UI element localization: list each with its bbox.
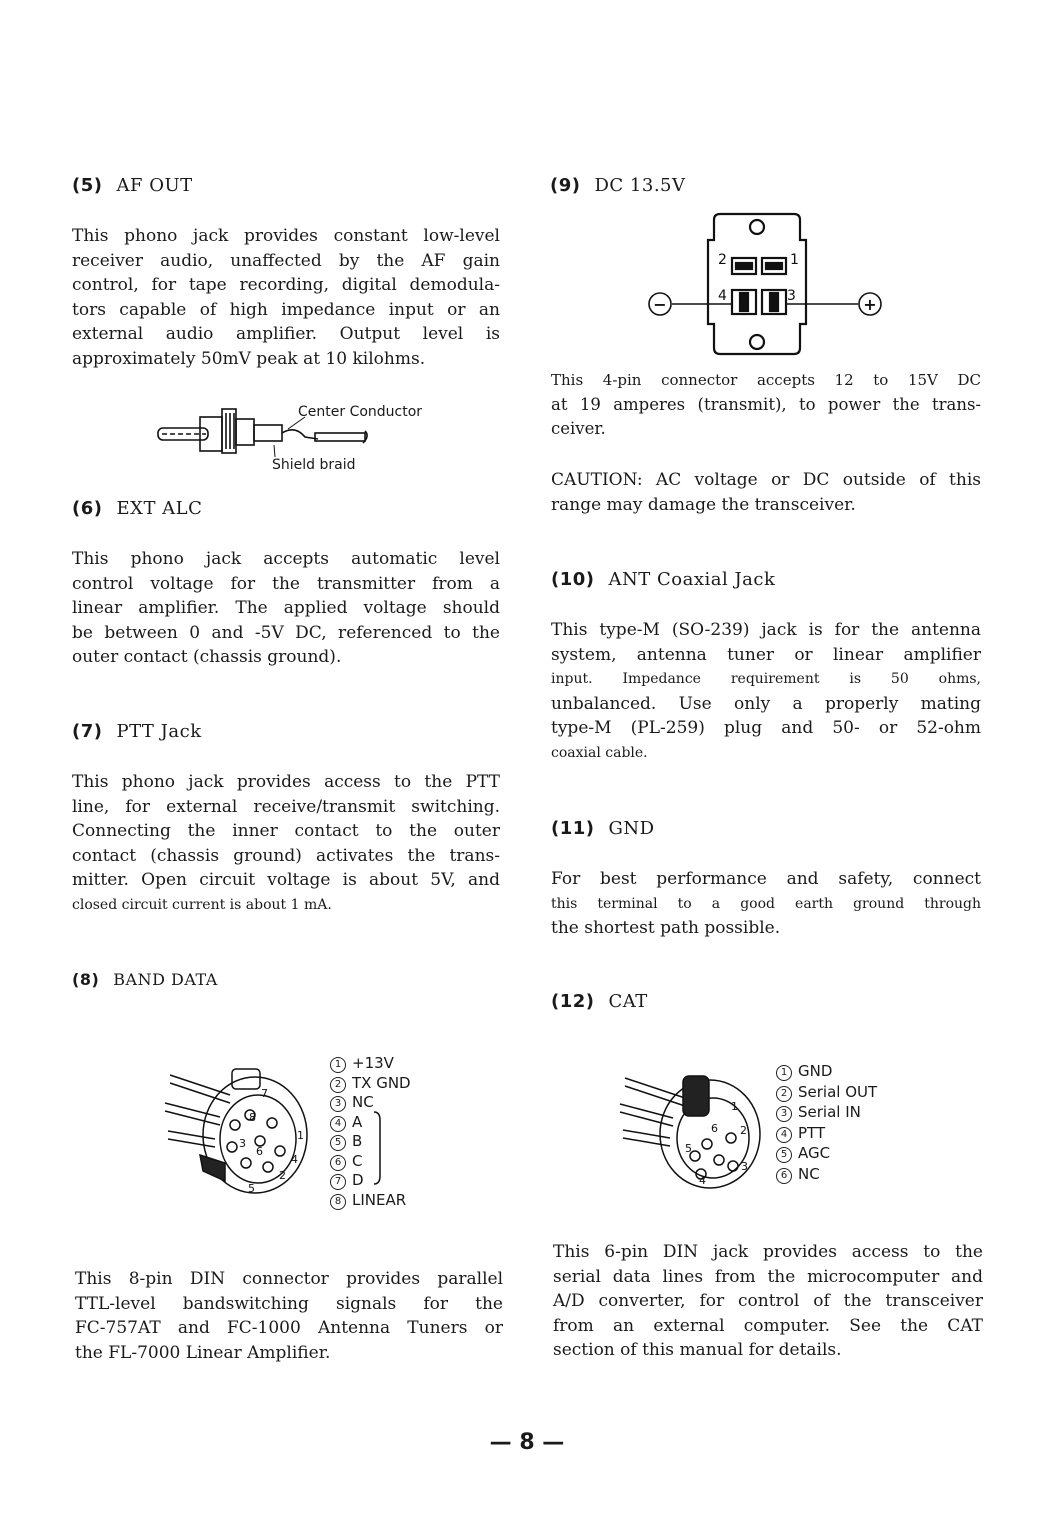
heading-dc-13-5v bbox=[550, 175, 686, 196]
bracket-a-d bbox=[370, 1108, 386, 1188]
band-data-paragraph bbox=[75, 1267, 503, 1365]
pin-number: 8 bbox=[249, 1111, 256, 1124]
plus-sign: + bbox=[863, 295, 877, 314]
text-line: the FL-7000 Linear Amplifier. bbox=[75, 1342, 331, 1363]
label-center-conductor: Center Conductor bbox=[298, 404, 423, 420]
gnd-paragraph bbox=[551, 867, 981, 941]
text-line: external audio amplifier. Output level is bbox=[72, 324, 500, 345]
label-shield-braid: Shield braid bbox=[272, 457, 356, 473]
text-line: This 8-pin DIN connector provides parallel bbox=[75, 1269, 503, 1289]
pin-row bbox=[776, 1061, 877, 1082]
minus-sign: − bbox=[653, 295, 667, 314]
pin-number: 2 bbox=[740, 1124, 747, 1137]
pin-number: 6 bbox=[711, 1122, 718, 1135]
section-title: BAND DATA bbox=[113, 970, 218, 989]
pin-label: AGC bbox=[798, 1144, 831, 1162]
text-line: at 19 amperes (transmit), to power the trans- bbox=[551, 394, 981, 414]
section-title: ANT Coaxial Jack bbox=[608, 569, 776, 590]
pin-circle: 8 bbox=[330, 1194, 346, 1210]
text-line: contact (chassis ground) activates the trans- bbox=[72, 845, 500, 866]
section-title: PTT Jack bbox=[116, 721, 202, 742]
din-6pin-figure bbox=[615, 1062, 765, 1190]
pin-label: NC bbox=[798, 1164, 820, 1183]
text-line: this terminal to a good earth ground through bbox=[551, 895, 981, 912]
pin-label: PTT bbox=[798, 1123, 826, 1142]
pin-number: 2 bbox=[718, 252, 727, 268]
din-8pin-figure bbox=[160, 1055, 320, 1195]
heading-ptt-jack bbox=[72, 721, 202, 742]
text-line: be between 0 and -5V DC, referenced to the bbox=[72, 622, 500, 643]
pin-circle: 1 bbox=[330, 1057, 346, 1073]
text-line: ceiver. bbox=[551, 419, 606, 439]
section-number: (8) bbox=[72, 970, 100, 989]
text-line: This phono jack provides constant low-level bbox=[72, 226, 500, 246]
text-line: line, for external receive/transmit switching. bbox=[72, 796, 500, 817]
heading-af-out bbox=[72, 175, 193, 196]
pin-number: 7 bbox=[261, 1087, 268, 1100]
text-line: coaxial cable. bbox=[551, 744, 648, 761]
pin-label: LINEAR bbox=[352, 1190, 407, 1209]
section-number: (12) bbox=[551, 991, 595, 1012]
text-line: This 6-pin DIN jack provides access to the bbox=[553, 1242, 983, 1262]
pin-label: Serial OUT bbox=[798, 1082, 878, 1101]
text-line: tors capable of high impedance input or an bbox=[72, 299, 500, 320]
af-out-paragraph bbox=[72, 224, 500, 372]
section-title: CAT bbox=[608, 991, 648, 1012]
dc-caution bbox=[551, 468, 981, 517]
pin-number: 4 bbox=[291, 1153, 298, 1166]
text-line: FC-757AT and FC-1000 Antenna Tuners or bbox=[75, 1318, 503, 1339]
text-line: input. Impedance requirement is 50 ohms, bbox=[551, 671, 981, 688]
section-number: (10) bbox=[551, 569, 595, 590]
text-line: closed circuit current is about 1 mA. bbox=[72, 896, 332, 913]
heading-cat bbox=[551, 991, 648, 1012]
page-number: — 8 — bbox=[489, 1430, 565, 1455]
pin-label: B bbox=[352, 1132, 363, 1150]
pin-circle: 3 bbox=[776, 1106, 792, 1122]
pin-row bbox=[776, 1143, 877, 1164]
pin-row bbox=[330, 1191, 411, 1211]
text-line: mitter. Open circuit voltage is about 5V, and bbox=[72, 870, 500, 891]
dc-paragraph bbox=[551, 368, 981, 442]
ant-paragraph bbox=[551, 618, 981, 766]
pin-circle: 5 bbox=[330, 1135, 346, 1151]
mount-hole bbox=[750, 335, 764, 349]
pin-circle: 3 bbox=[330, 1096, 346, 1112]
pin-number: 4 bbox=[718, 288, 727, 304]
text-line: from an external computer. See the CAT bbox=[553, 1315, 983, 1336]
pin-number: 1 bbox=[297, 1129, 304, 1142]
text-line: TTL-level bandswitching signals for the bbox=[75, 1293, 503, 1314]
pin-number: 6 bbox=[256, 1145, 263, 1158]
text-line: control voltage for the transmitter from a bbox=[72, 573, 500, 594]
text-line: control, for tape recording, digital demodula- bbox=[72, 275, 500, 296]
pin-row bbox=[776, 1123, 877, 1144]
pin-number: 2 bbox=[279, 1169, 286, 1182]
text-line: This phono jack accepts automatic level bbox=[72, 549, 500, 569]
cat-paragraph bbox=[553, 1240, 983, 1363]
text-line: type-M (PL-259) plug and 50- or 52-ohm bbox=[551, 718, 981, 739]
text-line: This phono jack provides access to the PTT bbox=[72, 772, 500, 792]
pin-number: 1 bbox=[731, 1100, 738, 1113]
pin-row bbox=[776, 1164, 877, 1185]
heading-gnd bbox=[551, 818, 655, 839]
text-line: range may damage the transceiver. bbox=[551, 494, 856, 515]
text-line: unbalanced. Use only a properly mating bbox=[551, 693, 981, 714]
text-line: linear amplifier. The applied voltage should bbox=[72, 598, 500, 619]
ext-alc-paragraph bbox=[72, 547, 500, 670]
pin-circle: 2 bbox=[776, 1086, 792, 1102]
text-line: approximately 50mV peak at 10 kilohms. bbox=[72, 348, 426, 369]
text-line: system, antenna tuner or linear amplifier bbox=[551, 644, 981, 665]
pin-circle: 5 bbox=[776, 1147, 792, 1163]
pin-label: Serial IN bbox=[798, 1103, 861, 1121]
text-line: serial data lines from the microcomputer and bbox=[553, 1266, 983, 1287]
text-line: section of this manual for details. bbox=[553, 1340, 842, 1361]
pin-label: TX GND bbox=[352, 1073, 411, 1092]
dc-connector-figure bbox=[636, 206, 890, 362]
pin-circle: 2 bbox=[330, 1077, 346, 1093]
text-line: A/D converter, for control of the transceiver bbox=[553, 1291, 983, 1312]
pin-label: C bbox=[352, 1151, 363, 1170]
text-line: the shortest path possible. bbox=[551, 918, 781, 939]
text-line: CAUTION: AC voltage or DC outside of this bbox=[551, 470, 981, 490]
pin-circle: 4 bbox=[776, 1127, 792, 1143]
section-title: DC 13.5V bbox=[594, 175, 686, 196]
section-number: (7) bbox=[72, 721, 103, 742]
pin-circle: 7 bbox=[330, 1174, 346, 1190]
heading-band-data bbox=[72, 970, 218, 989]
section-title: AF OUT bbox=[116, 175, 193, 196]
pin-circle: 6 bbox=[776, 1168, 792, 1184]
text-line: For best performance and safety, connect bbox=[551, 869, 981, 889]
pin-row bbox=[776, 1102, 877, 1123]
pin-label: D bbox=[352, 1171, 364, 1189]
pin-label: GND bbox=[798, 1062, 833, 1080]
text-line: This 4-pin connector accepts 12 to 15V DC bbox=[551, 371, 981, 389]
pin-number: 3 bbox=[239, 1137, 246, 1150]
section-title: GND bbox=[608, 818, 655, 839]
ptt-paragraph bbox=[72, 770, 500, 918]
pin-number: 3 bbox=[741, 1160, 748, 1173]
pin-number: 3 bbox=[787, 288, 796, 304]
section-number: (6) bbox=[72, 498, 103, 519]
pin-label: A bbox=[352, 1112, 363, 1131]
pin-circle: 1 bbox=[776, 1065, 792, 1081]
section-number: (11) bbox=[551, 818, 595, 839]
text-line: This type-M (SO-239) jack is for the antenna bbox=[551, 620, 981, 640]
pin-circle: 6 bbox=[330, 1155, 346, 1171]
pin-row bbox=[330, 1074, 411, 1094]
heading-ext-alc bbox=[72, 498, 202, 519]
heading-ant-coaxial-jack bbox=[551, 569, 775, 590]
pin-number: 4 bbox=[699, 1174, 706, 1187]
cable bbox=[315, 433, 365, 441]
pin-circle: 4 bbox=[330, 1116, 346, 1132]
section-number: (5) bbox=[72, 175, 103, 196]
section-number: (9) bbox=[550, 175, 581, 196]
section-title: EXT ALC bbox=[116, 498, 203, 519]
text-line: Connecting the inner contact to the outer bbox=[72, 821, 500, 842]
cat-pin-list bbox=[776, 1061, 877, 1184]
text-line: outer contact (chassis ground). bbox=[72, 647, 342, 668]
pin-number: 5 bbox=[248, 1182, 255, 1195]
pin-label: NC bbox=[352, 1093, 374, 1111]
pin-label: +13V bbox=[352, 1054, 394, 1072]
pin-row bbox=[330, 1054, 411, 1074]
cable-braid bbox=[282, 430, 318, 439]
pin-row bbox=[776, 1082, 877, 1103]
text-line: receiver audio, unaffected by the AF gain bbox=[72, 250, 500, 271]
pin-number: 1 bbox=[790, 252, 799, 268]
mount-hole bbox=[750, 220, 764, 234]
pin-number: 5 bbox=[685, 1142, 692, 1155]
